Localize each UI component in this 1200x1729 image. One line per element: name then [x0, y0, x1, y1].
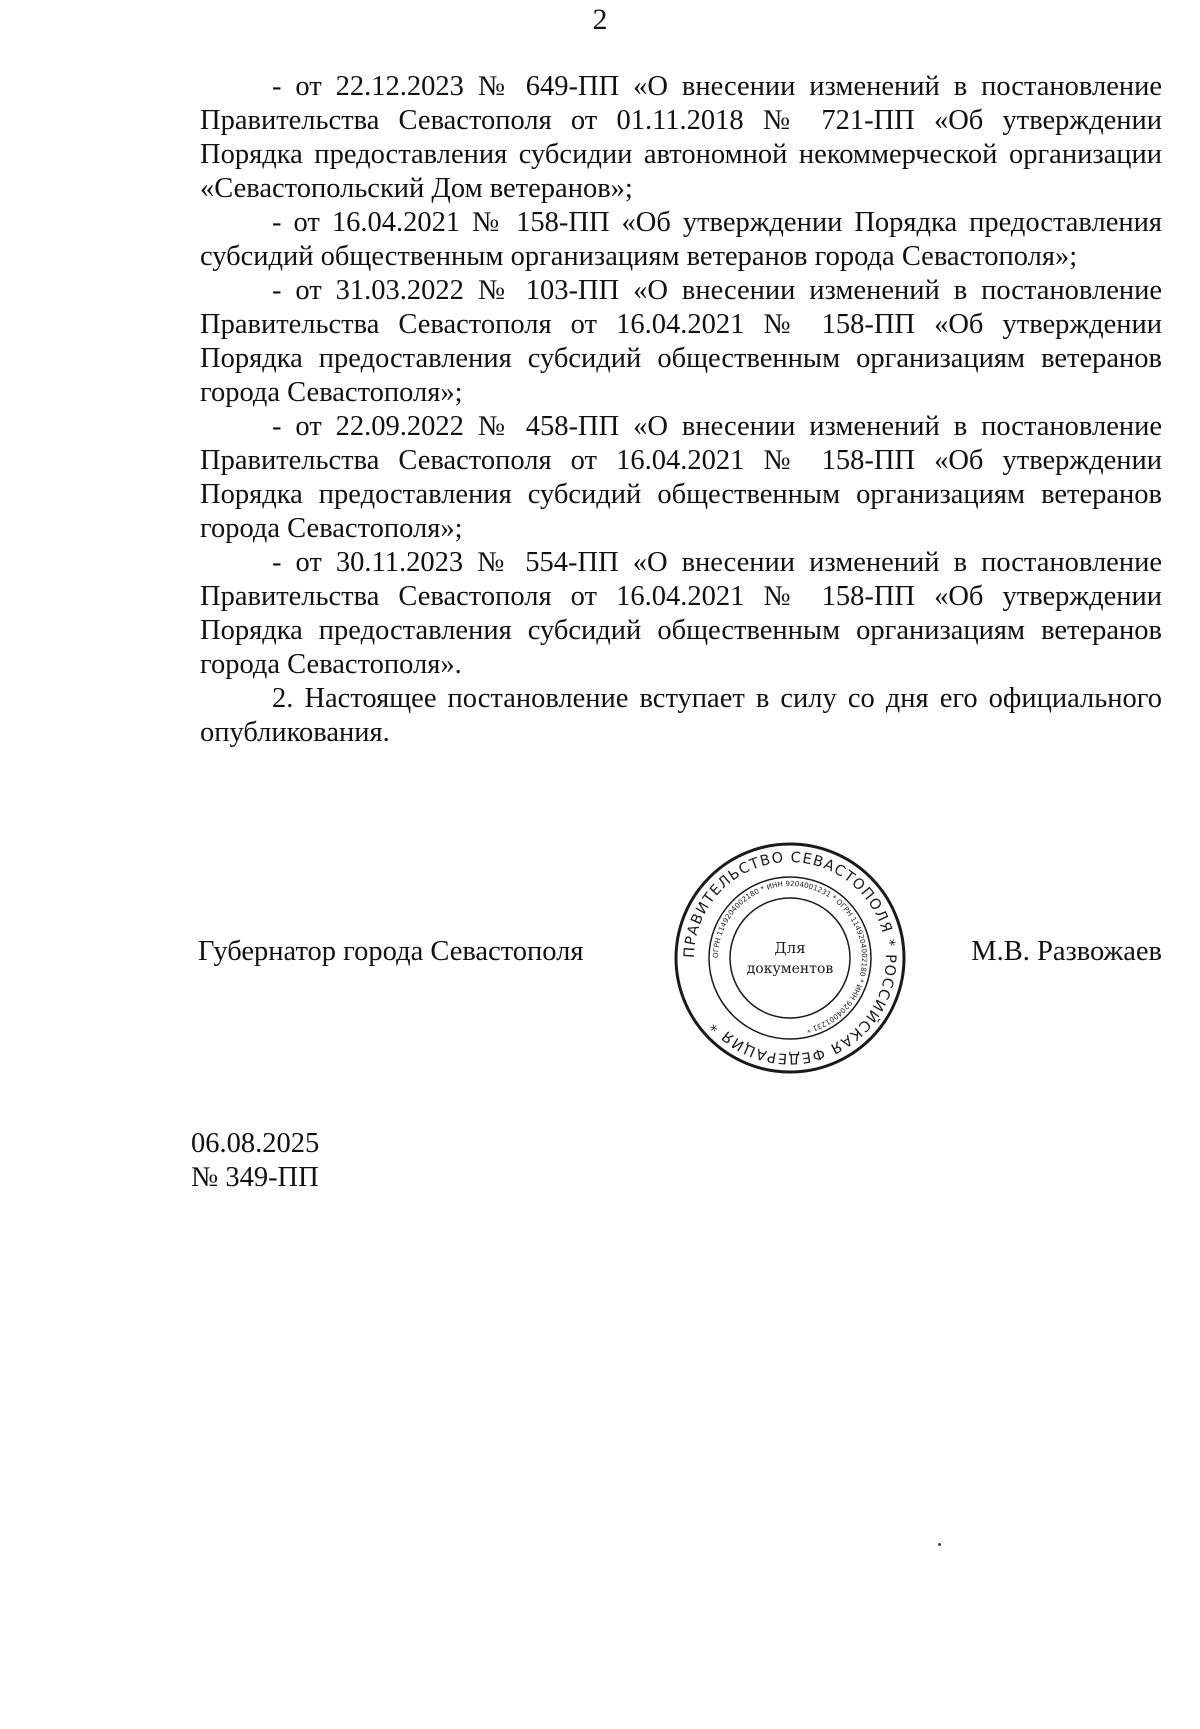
seal-center-line2: документов — [746, 961, 834, 977]
document-date: 06.08.2025 — [191, 1128, 320, 1159]
seal-center-line1: Для — [774, 939, 806, 957]
list-item-decree-458: - от 22.09.2022 № 458-ПП «О внесении изменений в постановление Правительства Севастополя от 16.04.2021 № 158-ПП «Об утверждении Порядка предоставления субсидий общественным организациям ветеранов города Севастополя»; — [200, 411, 1162, 544]
seal-inner-text: ОГРН 1149204002180 * ИНН 9204001231 * ОГРН 1149204002180 * ИНН 9204001231 * — [710, 878, 870, 1035]
seal-outer-ring — [676, 844, 904, 1072]
signer-name: М.В. Развожаев — [971, 936, 1162, 967]
seal-outer-text: ПРАВИТЕЛЬСТВО СЕВАСТОПОЛЯ * РОССИЙСКАЯ ФЕДЕРАЦИЯ * — [681, 849, 899, 1067]
seal-middle-ring — [709, 877, 871, 1039]
list-item-decree-103: - от 31.03.2022 № 103-ПП «О внесении изменений в постановление Правительства Севастополя от 16.04.2021 № 158-ПП «Об утверждении Порядка предоставления субсидий общественным организациям ветеранов города Севастополя»; — [200, 275, 1162, 408]
document-number: № 349-ПП — [191, 1162, 319, 1193]
scan-speck — [938, 1543, 941, 1546]
list-item-decree-649: - от 22.12.2023 № 649-ПП «О внесении изменений в постановление Правительства Севастополя от 01.11.2018 № 721-ПП «Об утверждении Порядка предоставления субсидии автономной некоммерческой организации «Севастопольский Дом ветеранов»; — [200, 71, 1162, 204]
signature-block — [0, 935, 1200, 975]
signer-title: Губернатор города Севастополя — [198, 936, 584, 967]
list-item-decree-554: - от 30.11.2023 № 554-ПП «О внесении изменений в постановление Правительства Севастополя от 16.04.2021 № 158-ПП «Об утверждении Порядка предоставления субсидий общественным организациям ветеранов города Севастополя». — [200, 547, 1162, 680]
seal-inner-ring — [730, 898, 850, 1018]
list-item-decree-158: - от 16.04.2021 № 158-ПП «Об утверждении Порядка предоставления субсидий общественным организациям ветеранов города Севастополя»; — [200, 207, 1162, 272]
document-body — [200, 70, 1162, 750]
clause-2-entry-into-force: 2. Настоящее постановление вступает в силу со дня его официального опубликования. — [200, 683, 1162, 748]
page-number: 2 — [592, 3, 608, 36]
official-seal — [672, 840, 908, 1076]
